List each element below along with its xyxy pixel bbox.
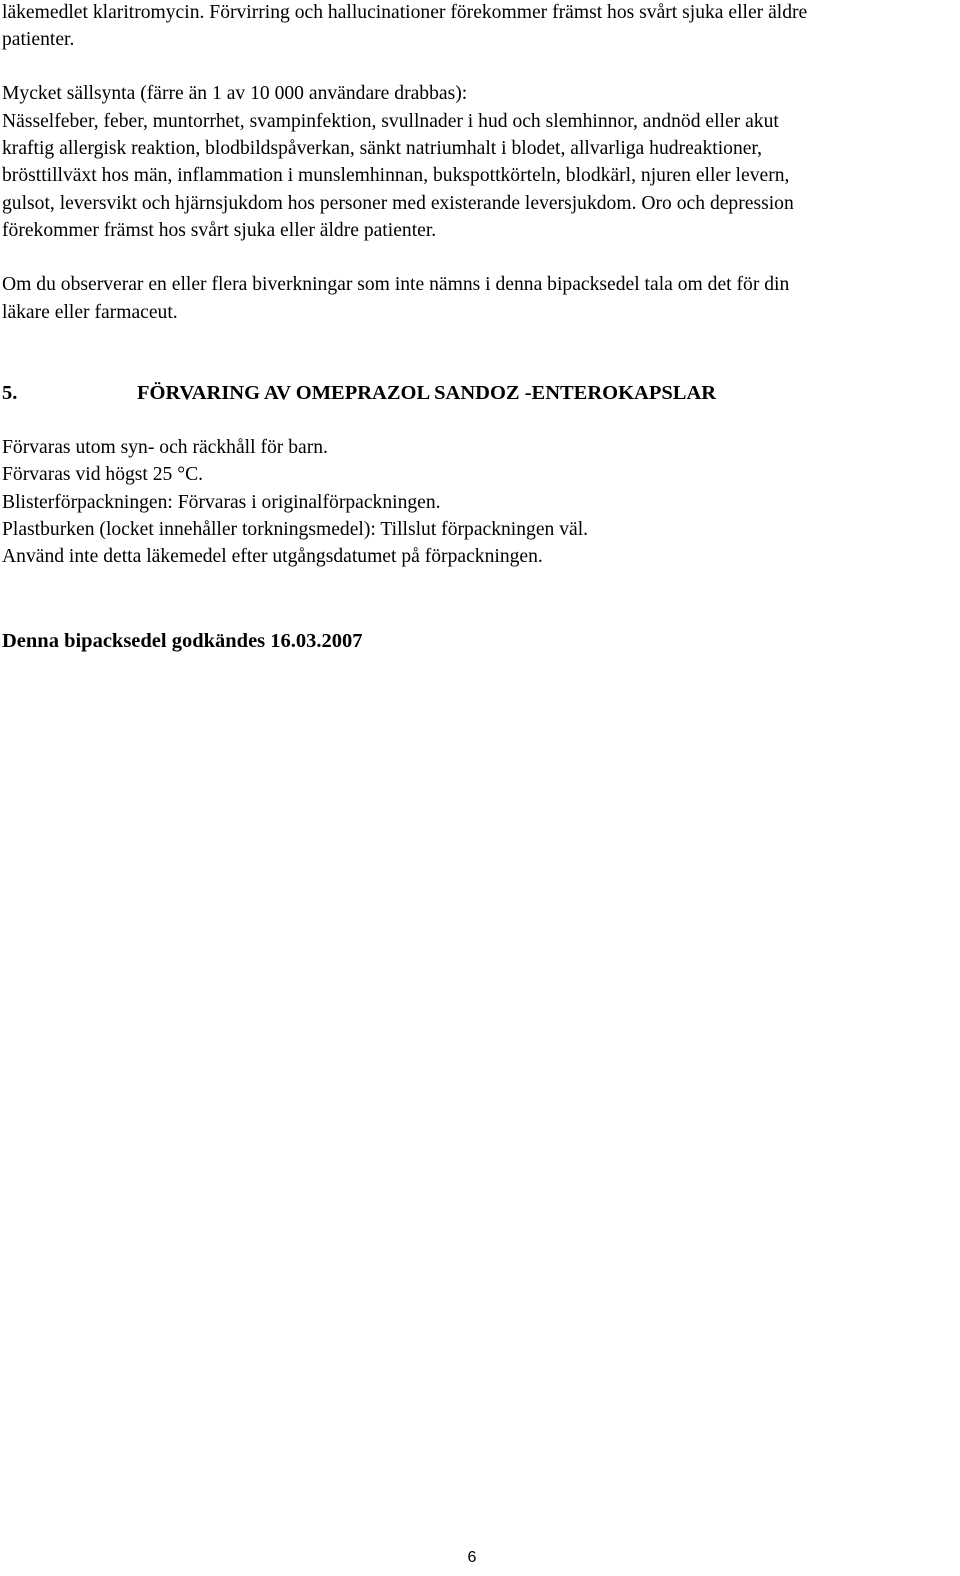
very-rare-line-5: förekommer främst hos svårt sjuka eller äldre patienter. xyxy=(2,220,437,241)
very-rare-heading: Mycket sällsynta (färre än 1 av 10 000 användare drabbas): xyxy=(2,83,468,104)
continued-line-2: patienter. xyxy=(2,29,75,50)
section-5-title: FÖRVARING AV OMEPRAZOL SANDOZ -ENTEROKAPSLAR xyxy=(137,382,717,404)
page-number: 6 xyxy=(467,1549,477,1566)
section-5-heading xyxy=(2,380,716,406)
storage-line-1: Förvaras utom syn- och räckhåll för barn. xyxy=(2,437,328,458)
very-rare-line-1: Nässelfeber, feber, muntorrhet, svampinfektion, svullnader i hud och slemhinnor, andnöd eller akut xyxy=(2,111,779,132)
storage-line-2: Förvaras vid högst 25 °C. xyxy=(2,464,204,485)
storage-line-5: Använd inte detta läkemedel efter utgångsdatumet på förpackningen. xyxy=(2,546,543,567)
report-line-1: Om du observerar en eller flera biverkningar som inte nämns i denna bipacksedel tala om det för din xyxy=(2,274,790,295)
very-rare-line-2: kraftig allergisk reaktion, blodbildspåverkan, sänkt natriumhalt i blodet, allvarliga hudreaktioner, xyxy=(2,138,763,159)
storage-line-3: Blisterförpackningen: Förvaras i originalförpackningen. xyxy=(2,492,441,513)
section-5-number: 5. xyxy=(2,382,18,404)
report-line-2: läkare eller farmaceut. xyxy=(2,302,178,323)
storage-line-4: Plastburken (locket innehåller torkningsmedel): Tillslut förpackningen väl. xyxy=(2,519,589,540)
continued-line-1: läkemedlet klaritromycin. Förvirring och hallucinationer förekommer främst hos svårt sjuka eller äldre xyxy=(2,2,808,23)
very-rare-line-4: gulsot, leversvikt och hjärnsjukdom hos personer med existerande leversjukdom. Oro och depression xyxy=(2,193,794,214)
very-rare-line-3: brösttillväxt hos män, inflammation i munslemhinnan, bukspottkörteln, blodkärl, njuren eller levern, xyxy=(2,165,790,186)
approval-date: Denna bipacksedel godkändes 16.03.2007 xyxy=(2,630,363,652)
